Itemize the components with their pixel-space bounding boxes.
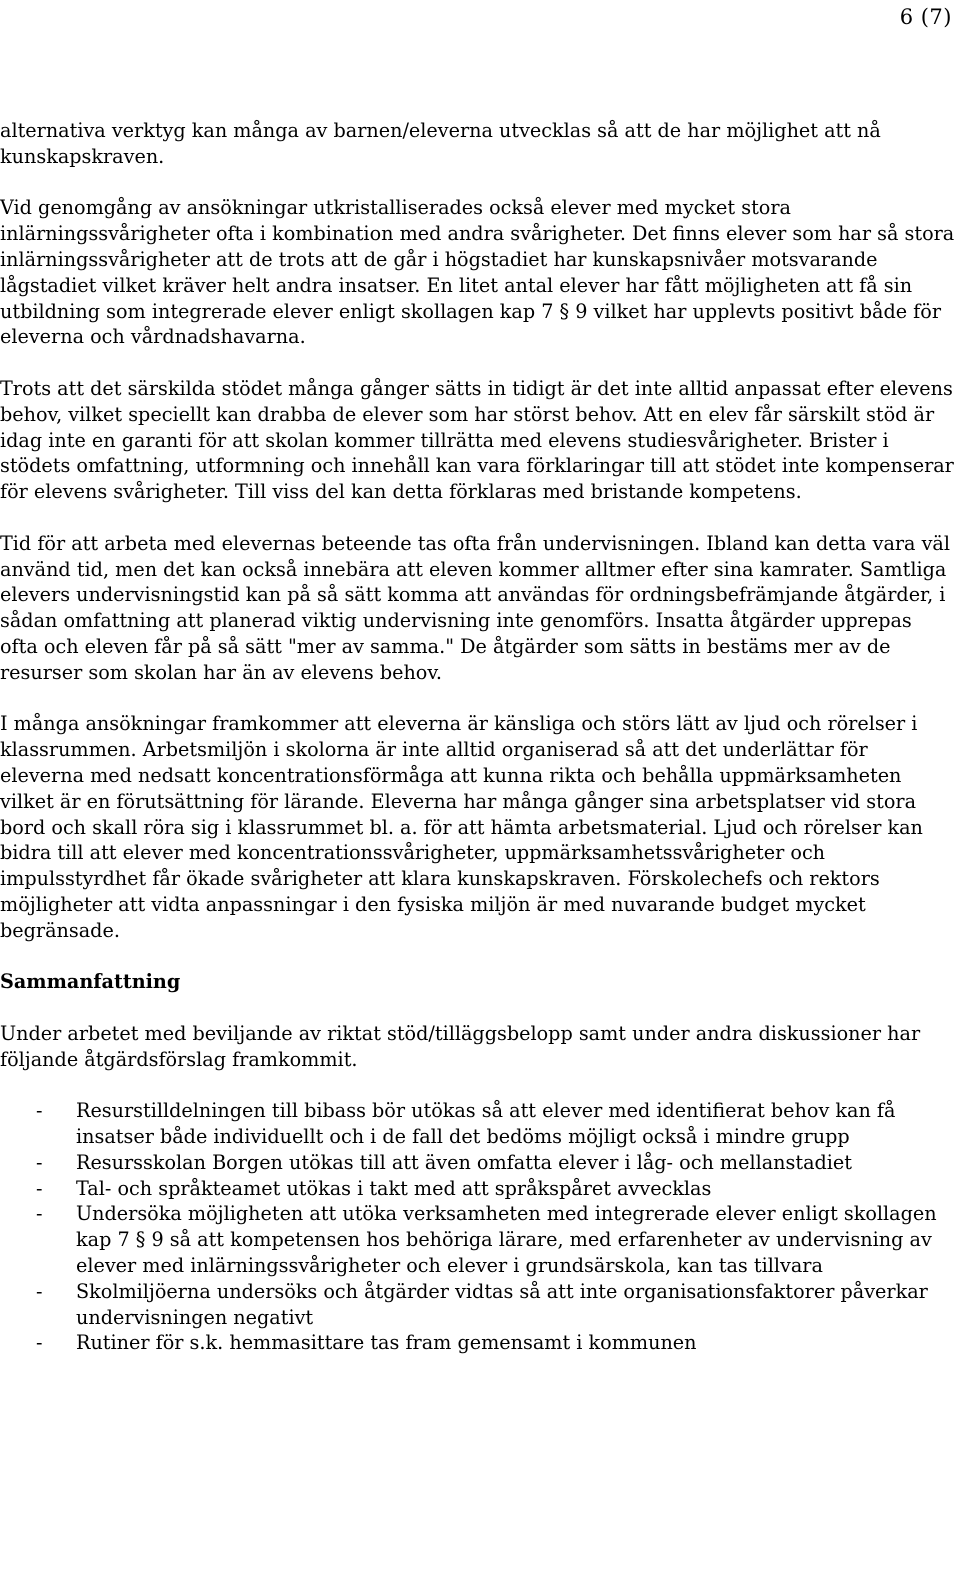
page-number: 6 (7) [899, 5, 952, 29]
dash-marker: - [36, 1099, 43, 1123]
section-heading: Sammanfattning [0, 970, 181, 994]
paragraph: Trots att det särskilda stödet många gånger sätts in tidigt är det inte alltid anpassat efter elevens behov, vilket speciellt kan drabba de elever som har störst behov. Att en elev får särskilt stöd är idag inte en garanti för att skolan kommer tillrätta med elevens studiesvårigheter. Brister i stödets omfattning, utformning och innehåll kan vara förklaringar till att stödet inte kompenserar för elevens svårigheter. Till viss del kan detta förklaras med bristande kompetens. [0, 376, 954, 504]
dash-marker: - [36, 1176, 43, 1200]
dash-marker: - [36, 1279, 43, 1303]
list-item-text: Resurstilldelningen till bibass bör utökas så att elever med identifierat behov kan få insatser både individuellt och i de fall det bedöms möjligt också i mindre grupp [76, 1099, 896, 1149]
paragraph: Vid genomgång av ansökningar utkristalliserades också elever med mycket stora inlärningssvårigheter ofta i kombination med andra svårigheter. Det finns elever som har så stora inlärningssvårigheter att de trots att de går i högstadiet har kunskapsnivåer motsvarande lågstadiet vilket kräver helt andra insatser. En litet antal elever har fått möjligheten att få sin utbildning som integrerade elever enligt skollagen kap 7 § 9 vilket har upplevts positivt både för eleverna och vårdnadshavarna. [0, 196, 955, 349]
document-body [0, 118, 955, 1356]
paragraph: Tid för att arbeta med elevernas beteende tas ofta från undervisningen. Ibland kan detta vara väl använd tid, men det kan också innebära att eleven kommer alltmer efter sina kamrater. Samtliga elevers undervisningstid kan på så sätt komma att användas för ordningsbefrämjande åtgärder, i sådan omfattning att planerad viktig undervisning inte genomförs. Insatta åtgärder upprepas ofta och eleven får på så sätt "mer av samma." De åtgärder som sätts in bestäms mer av de resurser som skolan har än av elevens behov. [0, 531, 951, 684]
list-item-text: Skolmiljöerna undersöks och åtgärder vidtas så att inte organisationsfaktorer påverkar undervisningen negativt [76, 1279, 928, 1329]
list-item [0, 1150, 955, 1176]
dash-marker: - [36, 1150, 43, 1174]
list-item [0, 1201, 955, 1278]
list-item [0, 1176, 955, 1202]
list-item-text: Tal- och språkteamet utökas i takt med att språkspåret avvecklas [76, 1176, 712, 1200]
paragraph: I många ansökningar framkommer att eleverna är känsliga och störs lätt av ljud och rörelser i klassrummen. Arbetsmiljön i skolorna är inte alltid organiserad så att det underlättar för eleverna med nedsatt koncentrationsförmåga att kunna rikta och behålla uppmärksamheten vilket är en förutsättning för lärande. Eleverna har många gånger sina arbetsplatser vid stora bord och skall röra sig i klassrummet bl. a. för att hämta arbetsmaterial. Ljud och rörelser kan bidra till att elever med koncentrationssvårigheter, uppmärksamhetssvårigheter och impulsstyrdhet får ökade svårigheter att klara kunskapskraven. Förskolechefs och rektors möjligheter att vidta anpassningar i den fysiska miljön är med nuvarande budget mycket begränsade. [0, 712, 923, 942]
summary-intro: Under arbetet med beviljande av riktat stöd/tilläggsbelopp samt under andra diskussioner har följande åtgärdsförslag framkommit. [0, 1021, 921, 1071]
list-item [0, 1330, 955, 1356]
list-item [0, 1098, 955, 1150]
proposal-list [0, 1098, 955, 1356]
list-item-text: Resursskolan Borgen utökas till att även omfatta elever i låg- och mellanstadiet [76, 1150, 852, 1174]
dash-marker: - [36, 1331, 43, 1355]
dash-marker: - [36, 1202, 43, 1226]
paragraph: alternativa verktyg kan många av barnen/eleverna utvecklas så att de har möjlighet att nå kunskapskraven. [0, 119, 881, 168]
list-item-text: Undersöka möjligheten att utöka verksamheten med integrerade elever enligt skollagen kap 7 § 9 så att kompetensen hos behöriga lärare, med erfarenheter av undervisning av elever med inlärningssvårigheter och elever i grundsärskola, kan tas tillvara [76, 1202, 937, 1278]
list-item [0, 1279, 955, 1331]
list-item-text: Rutiner för s.k. hemmasittare tas fram gemensamt i kommunen [76, 1331, 697, 1355]
